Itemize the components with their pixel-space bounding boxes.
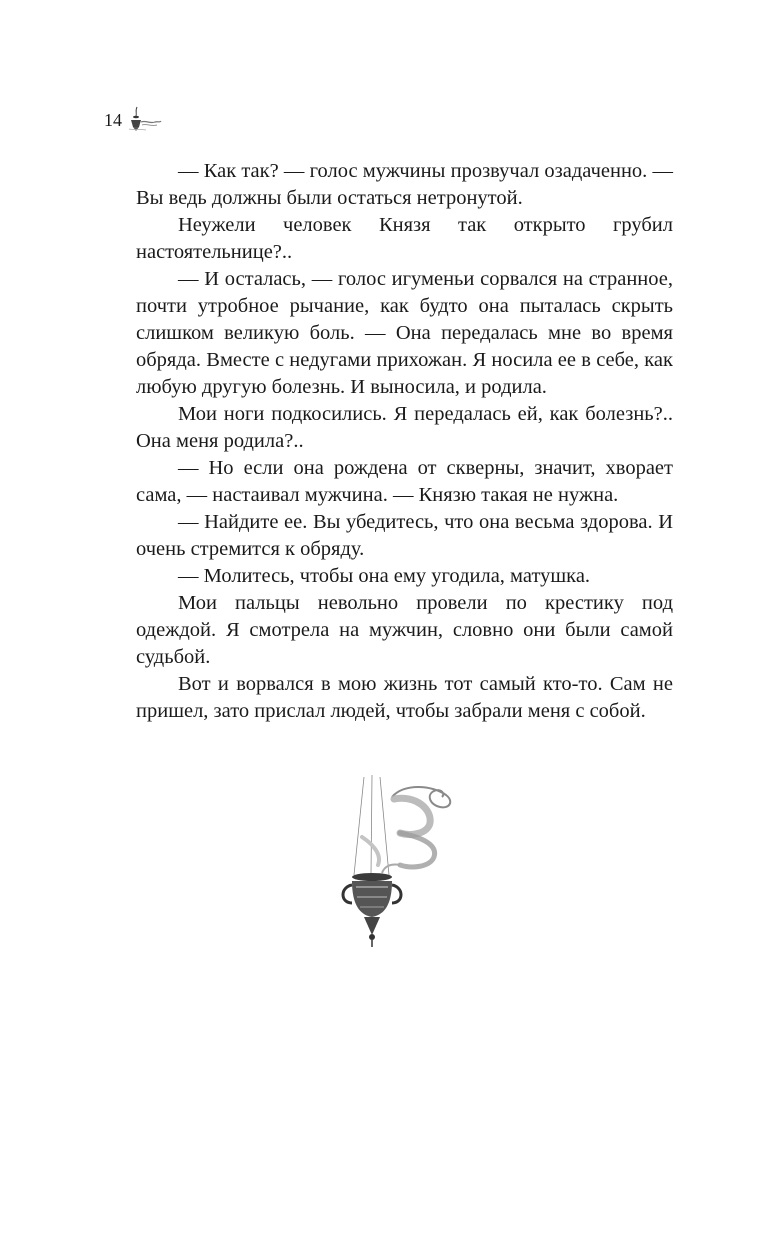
paragraph: — Как так? — голос мужчины прозвучал озадаченно. — Вы ведь должны были остаться нетронутой. (136, 160, 673, 209)
paragraph: Мои пальцы невольно провели по крестику под одеждой. Я смотрела на мужчин, словно они были самой судьбой. (136, 592, 673, 668)
paragraph: — Найдите ее. Вы убедитесь, что она весьма здорова. И очень стремится к обряду. (136, 511, 673, 560)
paragraph: — Но если она рождена от скверны, значит, хворает сама, — настаивал мужчина. — Князю такая не нужна. (136, 457, 673, 506)
body-text (136, 158, 673, 725)
censer-icon (128, 106, 162, 134)
censer-smoke-icon (334, 775, 474, 955)
paragraph: — И осталась, — голос игуменьи сорвался на странное, почти утробное рычание, как будто она пыталась скрыть слишком великую боль. — Она передалась мне во время обряда. Вместе с недугами прихожан. Я носила ее в себе, как любую другую болезнь. И выносила, и родила. (136, 268, 673, 398)
page-number: 14 (104, 110, 122, 130)
paragraph: — Молитесь, чтобы она ему угодила, матушка. (178, 565, 591, 587)
page-header (104, 106, 162, 134)
paragraph: Мои ноги подкосились. Я передалась ей, как болезнь?.. Она меня родила?.. (136, 403, 673, 452)
paragraph: Вот и ворвался в мою жизнь тот самый кто-то. Сам не пришел, зато прислал людей, чтобы забрали меня с собой. (136, 673, 673, 722)
paragraph: Неужели человек Князя так открыто грубил настоятельнице?.. (136, 214, 673, 263)
